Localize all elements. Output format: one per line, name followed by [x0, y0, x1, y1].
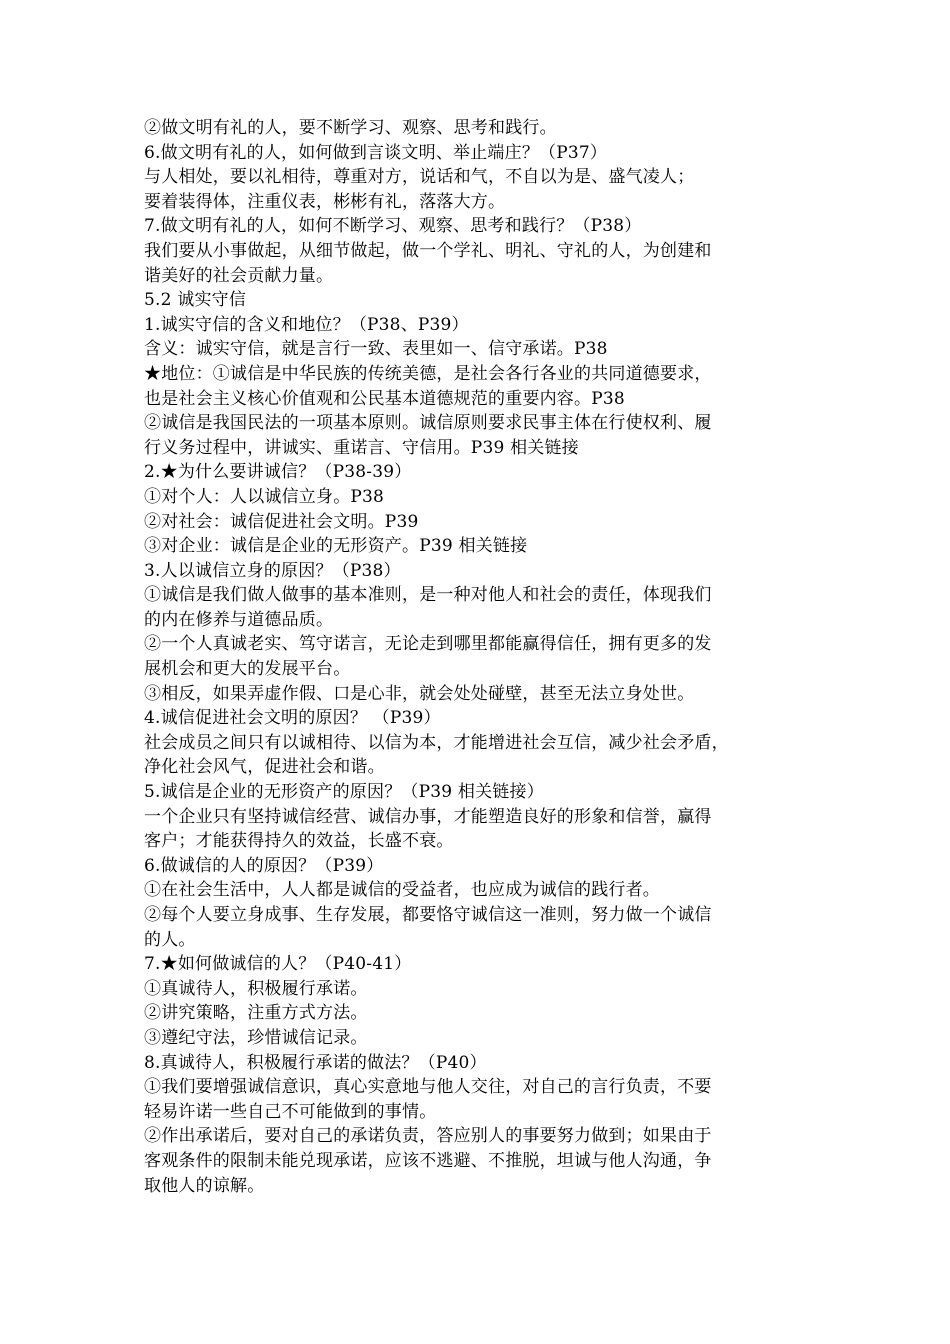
- text-line: 净化社会风气，促进社会和谐。: [144, 757, 385, 778]
- text-line: ①我们要增强诚信意识，真心实意地与他人交往，对自己的言行负责，不要: [144, 1077, 712, 1098]
- text-line: 行义务过程中，讲诚实、重诺言、守信用。P39 相关链接: [144, 437, 579, 458]
- text-line: 含义：诚实守信，就是言行一致、表里如一、信守承诺。P38: [144, 339, 608, 360]
- question-heading: 1.诚实守信的含义和地位？（P38、P39）: [144, 314, 469, 335]
- question-heading: 5.诚信是企业的无形资产的原因？（P39 相关链接）: [144, 782, 544, 803]
- document-body: [144, 116, 824, 1198]
- question-heading: 8.真诚待人，积极履行承诺的做法？（P40）: [144, 1052, 487, 1073]
- text-line: 一个企业只有坚持诚信经营、诚信办事，才能塑造良好的形象和信誉，赢得: [144, 806, 712, 827]
- text-line: ③相反，如果弄虚作假、口是心非，就会处处碰壁，甚至无法立身处世。: [144, 683, 695, 704]
- text-line: 展机会和更大的发展平台。: [144, 659, 351, 680]
- text-line: ①对个人：人以诚信立身。P38: [144, 486, 385, 507]
- text-line: 我们要从小事做起，从细节做起，做一个学礼、明礼、守礼的人，为创建和: [144, 240, 712, 261]
- text-line: ②作出承诺后，要对自己的承诺负责，答应别人的事要努力做到；如果由于: [144, 1126, 712, 1147]
- text-line: ②诚信是我国民法的一项基本原则。诚信原则要求民事主体在行使权利、履: [144, 413, 712, 434]
- text-line: 客观条件的限制未能兑现承诺，应该不逃避、不推脱，坦诚与他人沟通，争: [144, 1150, 712, 1171]
- text-line: ①在社会生活中，人人都是诚信的受益者，也应成为诚信的践行者。: [144, 880, 660, 901]
- text-line: ②做文明有礼的人，要不断学习、观察、思考和践行。: [144, 118, 557, 138]
- text-line: ③遵纪守法，珍惜诚信记录。: [144, 1027, 368, 1048]
- text-line: ②对社会：诚信促进社会文明。P39: [144, 511, 419, 532]
- text-line: 轻易许诺一些自己不可能做到的事情。: [144, 1101, 437, 1122]
- text-line: ②一个人真诚老实、笃守诺言，无论走到哪里都能赢得信任，拥有更多的发: [144, 634, 712, 655]
- text-line: 社会成员之间只有以诚相待、以信为本，才能增进社会互信，减少社会矛盾，: [144, 732, 729, 753]
- text-line: ★地位：①诚信是中华民族的传统美德，是社会各行各业的共同道德要求，: [144, 363, 712, 384]
- text-line: 客户；才能获得持久的效益，长盛不衰。: [144, 831, 454, 852]
- text-line: ②讲究策略，注重方式方法。: [144, 1003, 368, 1024]
- text-line: 谐美好的社会贡献力量。: [144, 265, 334, 286]
- text-line: ①真诚待人，积极履行承诺。: [144, 978, 368, 999]
- text-line: 与人相处，要以礼相待，尊重对方，说话和气，不自以为是、盛气凌人；: [144, 167, 695, 188]
- question-heading: 3.人以诚信立身的原因？（P38）: [144, 560, 401, 581]
- text-line: ③对企业：诚信是企业的无形资产。P39 相关链接: [144, 536, 528, 557]
- text-line: 取他人的谅解。: [144, 1175, 265, 1196]
- text-line: 要着装得体，注重仪表，彬彬有礼，落落大方。: [144, 191, 506, 212]
- question-heading: 6.做文明有礼的人，如何做到言谈文明、举止端庄？（P37）: [144, 142, 608, 163]
- text-line: 的人。: [144, 929, 196, 950]
- question-heading: 7.做文明有礼的人，如何不断学习、观察、思考和践行？（P38）: [144, 216, 642, 237]
- text-line: ②每个人要立身成事、生存发展，都要恪守诚信这一准则，努力做一个诚信: [144, 905, 712, 925]
- question-heading: 4.诚信促进社会文明的原因？ （P39）: [144, 708, 441, 729]
- text-line: ①诚信是我们做人做事的基本准则，是一种对他人和社会的责任，体现我们: [144, 585, 712, 606]
- text-line: 也是社会主义核心价值观和公民基本道德规范的重要内容。P38: [144, 388, 625, 409]
- question-heading: 7.★如何做诚信的人？（P40-41）: [144, 954, 412, 975]
- section-heading: 5.2 诚实守信: [144, 290, 247, 311]
- text-line: 的内在修养与道德品质。: [144, 609, 334, 630]
- question-heading: 2.★为什么要讲诚信？（P38-39）: [144, 462, 412, 483]
- question-heading: 6.做诚信的人的原因？（P39）: [144, 855, 384, 876]
